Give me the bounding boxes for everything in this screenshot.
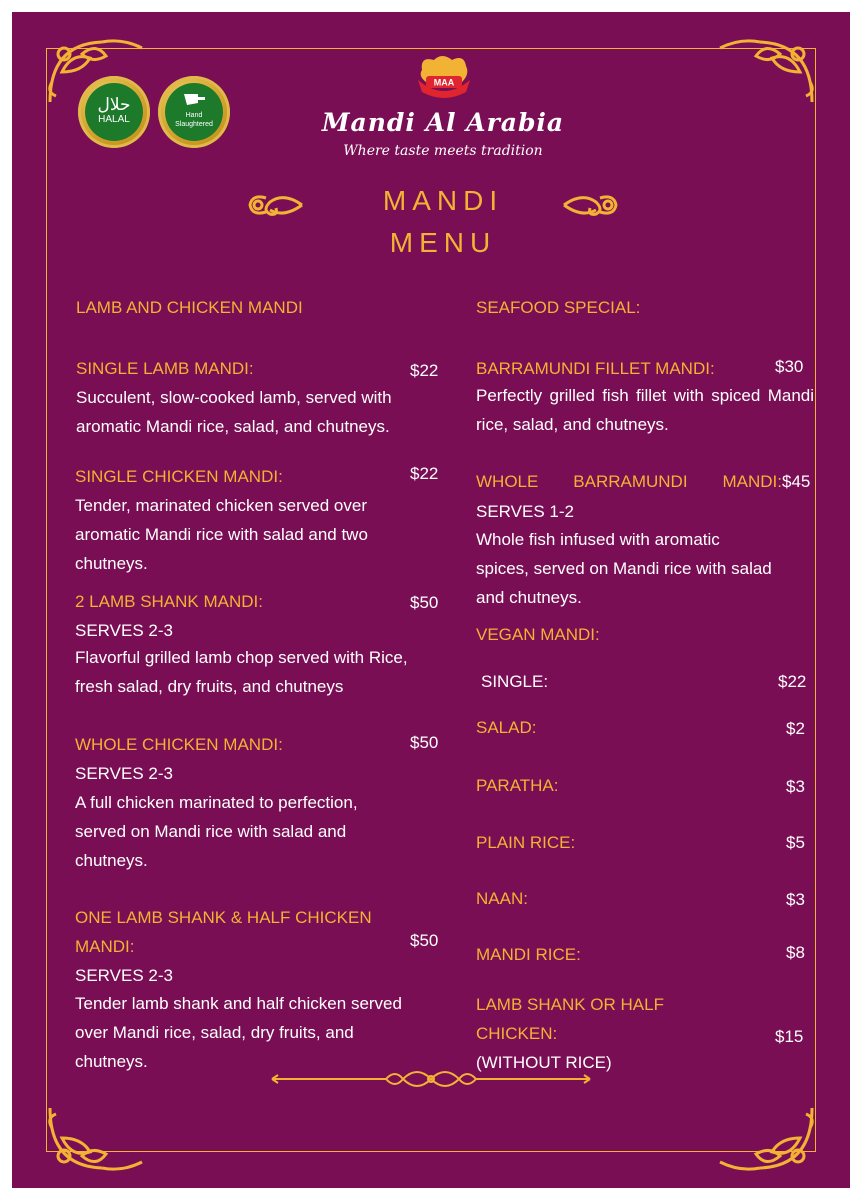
item-note-shank-or-chicken: (WITHOUT RICE) [476,1053,612,1072]
item-serves-whole-chicken: SERVES 2-3 [75,764,173,783]
hand-slaughtered-badge [158,76,230,148]
corner-ornament-bottom-left [42,1098,152,1178]
item-name-lamb-shank: 2 LAMB SHANK MANDI: [75,592,263,611]
item-name-shank-half-chicken-line1: ONE LAMB SHANK & HALF CHICKEN [75,908,372,927]
item-desc-whole-barramundi: Whole fish infused with aromatic spices, served on Mandi rice with salad and chutneys. [476,530,772,607]
halal-arabic-text: حلال [97,95,131,114]
item-desc-whole-chicken: A full chicken marinated to perfection, served on Mandi rice with salad and chutneys. [75,793,358,870]
item-name-shank-half-chicken-line2: MANDI: [75,937,135,956]
side-price-paratha: $3 [786,777,805,796]
halal-badge [78,76,150,148]
side-name-salad: SALAD: [476,718,537,737]
item-name-shank-or-chicken-line2: CHICKEN: [476,1024,558,1043]
divider-ornament [268,1064,594,1094]
item-desc-shank-half-chicken: Tender lamb shank and half chicken served over Mandi rice, salad, dry fruits, and chutneys. [75,994,402,1071]
item-desc-barramundi-fillet: Perfectly grilled fish fillet with spiced Mandi rice, salad, and chutneys. [476,386,814,434]
side-price-plain-rice: $5 [786,833,805,852]
item-price-shank-or-chicken: $15 [775,1027,804,1046]
brand-tagline: Where taste meets tradition [343,143,543,159]
side-name-mandi-rice: MANDI RICE: [476,945,581,964]
vegan-single-price: $22 [778,672,807,691]
brand-logo-icon [412,52,476,102]
hand-slaughtered-line1: Hand [185,112,203,119]
item-desc-lamb-shank: Flavorful grilled lamb chop served with Rice, fresh salad, dry fruits, and chutneys [75,648,408,696]
cleaver-icon [181,91,207,109]
brand-name: Mandi Al Arabia [321,108,565,137]
item-serves-shank-half-chicken: SERVES 2-3 [75,966,173,985]
menu-title-line1: MANDI [382,185,504,216]
item-desc-single-lamb: Succulent, slow-cooked lamb, served with aromatic Mandi rice, salad, and chutneys. [76,388,392,436]
item-price-single-lamb: $22 [410,361,439,380]
item-price-single-chicken: $22 [410,464,439,483]
swirl-ornament-left [244,188,306,222]
vegan-single-label: SINGLE: [481,672,549,691]
item-serves-lamb-shank: SERVES 2-3 [75,621,173,640]
item-name-whole-chicken: WHOLE CHICKEN MANDI: [75,735,283,754]
item-name-shank-or-chicken-line1: LAMB SHANK OR HALF [476,995,664,1014]
hand-slaughtered-line2: Slaughtered [175,121,213,128]
side-name-paratha: PARATHA: [476,776,559,795]
corner-ornament-top-right [710,32,820,112]
item-price-lamb-shank: $50 [410,593,439,612]
hand-slaughtered-badge-inner [165,83,223,141]
item-price-whole-barramundi: $45 [782,472,811,491]
item-name-single-chicken: SINGLE CHICKEN MANDI: [75,467,283,486]
section-title-vegan: VEGAN MANDI: [476,625,600,644]
item-price-barramundi-fillet: $30 [775,357,804,376]
item-price-whole-chicken: $50 [410,733,439,752]
side-price-salad: $2 [786,719,805,738]
side-name-naan: NAAN: [476,889,528,908]
swirl-ornament-right [560,188,622,222]
item-name-whole-barramundi: WHOLE BARRAMUNDI MANDI: [476,472,782,491]
section-title-seafood: SEAFOOD SPECIAL: [476,298,641,317]
halal-badge-inner [85,83,143,141]
item-price-shank-half-chicken: $50 [410,931,439,950]
corner-ornament-bottom-right [710,1098,820,1178]
side-name-plain-rice: PLAIN RICE: [476,833,576,852]
side-price-mandi-rice: $8 [786,943,805,962]
item-name-barramundi-fillet: BARRAMUNDI FILLET MANDI: [476,359,715,378]
item-name-single-lamb: SINGLE LAMB MANDI: [76,359,254,378]
halal-label: HALAL [98,114,130,125]
logo-text: MAA [433,77,455,88]
side-price-naan: $3 [786,890,805,909]
item-desc-single-chicken: Tender, marinated chicken served over aromatic Mandi rice with salad and two chutneys. [75,496,368,573]
menu-title-line2: MENU [389,227,497,258]
menu-page [12,12,850,1188]
section-title-lamb-chicken: LAMB AND CHICKEN MANDI [76,298,303,317]
item-serves-whole-barramundi: SERVES 1-2 [476,502,574,521]
